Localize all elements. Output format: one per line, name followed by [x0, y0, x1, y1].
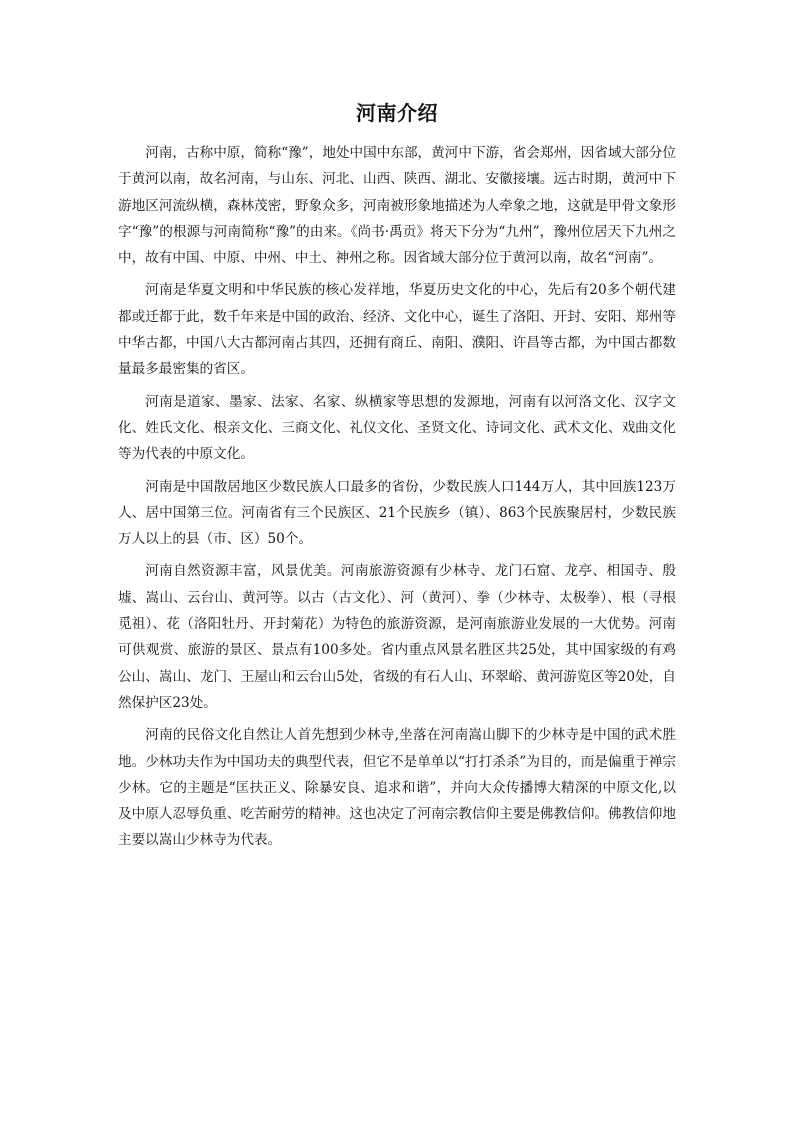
paragraph-history: 河南是华夏文明和中华民族的核心发祥地，华夏历史文化的中心，先后有20多个朝代建都或迁都于此，数千年来是中国的政治、经济、文化中心，诞生了洛阳、开封、安阳、郑州等中华古都，中国八大古都河南占其四，还拥有商丘、南阳、濮阳、许昌等古都，为中国古都数量最多最密集的省区。	[118, 282, 676, 378]
document-title: 河南介绍	[356, 101, 438, 125]
document-page	[118, 100, 676, 860]
paragraph-name-origin: 河南，古称中原，简称“豫”，地处中国中东部，黄河中下游，省会郑州，因省域大部分位于黄河以南，故名河南，与山东、河北、山西、陕西、湖北、安徽接壤。远古时期，黄河中下游地区河流纵横，森林茂密，野象众多，河南被形象地描述为人牵象之地，这就是甲骨文象形字“豫”的根源与河南简称“豫”的由来。《尚书·禹贡》将天下分为“九州”，豫州位居天下九州之中，故有中国、中原、中州、中土、神州之称。因省域大部分位于黄河以南，故名“河南”。	[118, 145, 676, 267]
paragraph-ethnic: 河南是中国散居地区少数民族人口最多的省份，少数民族人口144万人，其中回族123万人、居中国第三位。河南省有三个民族区、21个民族乡（镇）、863个民族聚居村，少数民族万人以上的县（市、区）50个。	[118, 478, 676, 548]
paragraph-tourism: 河南自然资源丰富，风景优美。河南旅游资源有少林寺、龙门石窟、龙亭、相国寺、殷墟、嵩山、云台山、黄河等。以古（古文化）、河（黄河）、拳（少林寺、太极拳）、根（寻根觅祖）、花（洛阳牡丹、开封菊花）为特色的旅游资源，是河南旅游业发展的一大优势。河南可供观赏、旅游的景区、景点有100多处。省内重点风景名胜区共25处，其中国家级的有鸡公山、嵩山、龙门、王屋山和云台山5处，省级的有石人山、环翠峪、黄河游览区等20处，自然保护区23处。	[118, 563, 676, 711]
paragraph-folk-culture: 河南的民俗文化自然让人首先想到少林寺,坐落在河南嵩山脚下的少林寺是中国的武术胜地。少林功夫作为中国功夫的典型代表，但它不是单单以“打打杀杀”为目的，而是偏重于禅宗少林。它的主题是“匡扶正义、除暴安良、追求和谐”，并向大众传播博大精深的中原文化,以及中原人忍辱负重、吃苦耐劳的精神。这也决定了河南宗教信仰主要是佛教信仰。佛教信仰地主要以嵩山少林寺为代表。	[118, 727, 676, 849]
paragraph-culture: 河南是道家、墨家、法家、名家、纵横家等思想的发源地，河南有以河洛文化、汉字文化、姓氏文化、根亲文化、三商文化、礼仪文化、圣贤文化、诗词文化、武术文化、戏曲文化等为代表的中原文化。	[118, 393, 676, 463]
